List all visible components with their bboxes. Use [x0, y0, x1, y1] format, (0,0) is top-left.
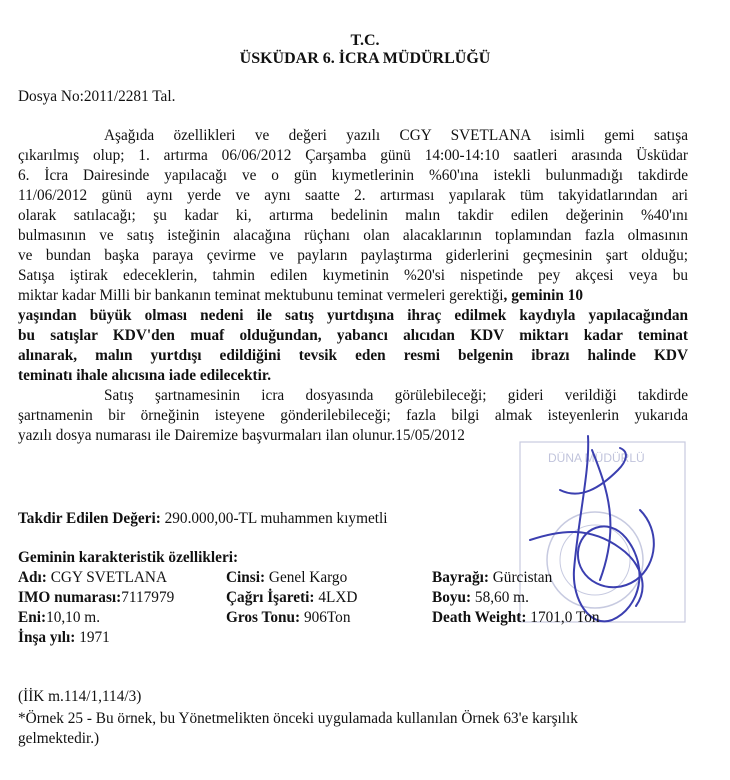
paragraph1-line-5: olarak satılacağı; şu kadar ki, artırma bedelinin malın takdir edilen değerinin %40'ını [18, 207, 688, 224]
spec-type [226, 569, 347, 587]
spec-type-value: Genel Kargo [265, 569, 348, 586]
paragraph1-bold-line-3: alınarak, malın yurtdışı edildiğini tevsik eden resmi belgenin ibrazı halinde KDV [18, 347, 688, 364]
header-tc: T.C. [350, 32, 380, 49]
file-number: Dosya No:2011/2281 Tal. [18, 88, 176, 105]
paragraph1-line-9-normal: miktar kadar Milli bir bankanın teminat mektubunu teminat vermeleri gerektiği [18, 287, 504, 304]
paragraph1-line-8: Satışa iştirak edeceklerin, tahmin edilen kıymetinin %20'si nispetinde pey akçesi veya bu [18, 267, 688, 284]
footer-law-reference: (İİK m.114/1,114/3) [18, 688, 142, 705]
paragraph2-line-1: Satış şartnamesinin icra dosyasında görülebileceği; gideri verildiği takdirde [104, 387, 688, 404]
paragraph1-bold-line-2: bu satışlar KDV'den muaf olduğundan, yabancı alıcıdan KDV miktarı kadar teminat [18, 327, 688, 344]
valuation-label: Takdir Edilen Değeri: [18, 510, 161, 527]
paragraph1-line-4: 11/06/2012 günü aynı yerde ve aynı saatte 2. artırması yapılarak tüm takyidatlarından ari [18, 187, 688, 204]
spec-callsign [226, 589, 357, 607]
spec-type-label: Cinsi: [226, 569, 266, 586]
paragraph1-line-1: Aşağıda özellikleri ve değeri yazılı CGY SVETLANA isimli gemi satışa [104, 127, 688, 144]
spec-width-value: 10,10 m. [46, 609, 101, 626]
spec-length-label: Boyu: [432, 589, 472, 606]
spec-build-year [18, 629, 110, 647]
spec-name [18, 569, 167, 587]
spec-deadweight-label: Death Weight: [432, 609, 527, 626]
footer-note-line-2: gelmektedir.) [18, 730, 100, 747]
paragraph1-line-9-bold: , geminin 10 [503, 287, 584, 304]
spec-flag-value: Gürcistan [488, 569, 553, 586]
footer-note-line-1: *Örnek 25 - Bu örnek, bu Yönetmelikten önceki uygulamada kullanılan Örnek 63'e karşılık [18, 710, 578, 727]
spec-deadweight [432, 609, 600, 627]
valuation-value: 290.000,00-TL muhammen kıymetli [160, 510, 388, 527]
paragraph1-bold-line-1: yaşından büyük olması nedeni ile satış yurtdışına ihraç edilmek kaydıyla yapılacağından [18, 307, 688, 324]
spec-flag [432, 569, 552, 587]
spec-flag-label: Bayrağı: [432, 569, 489, 586]
paragraph2-line-3: yazılı dosya numarası ile Dairemize başvurmaları ilan olunur.15/05/2012 [18, 427, 465, 444]
paragraph1-bold-line-4: teminatı ihale alıcısına iade edilecektir. [18, 367, 272, 384]
stamp-border [520, 442, 685, 622]
stamp-seal [547, 512, 643, 608]
paragraph2-line-2: şartnamenin bir örneğinin isteyene gönderilebileceği; fazla bilgi almak isteyenlerin yukarıda [18, 407, 688, 424]
paragraph1-line-3: 6. İcra Dairesinde yapılacağı ve o gün kıymetlerinin %60'ına istekli bulunmadığı takdirde [18, 167, 688, 184]
spec-gross-tonnage [226, 609, 350, 627]
spec-gross-tonnage-label: Gros Tonu: [226, 609, 301, 626]
spec-width [18, 609, 100, 627]
spec-width-label: Eni: [18, 609, 47, 626]
spec-callsign-label: Çağrı İşareti: [226, 589, 315, 606]
paragraph1-line-9 [18, 287, 688, 305]
stamp-text: DÜNA MÜDÜRLÜ [548, 451, 645, 465]
spec-deadweight-value: 1701,0 Ton [526, 609, 600, 626]
spec-callsign-value: 4LXD [314, 589, 358, 606]
paragraph1-line-2: çıkarılmış olup; 1. artırma 06/06/2012 Çarşamba günü 14:00-14:10 saatleri arasında Üsküdar [18, 147, 688, 164]
spec-length-value: 58,60 m. [471, 589, 529, 606]
spec-imo-label: IMO numarası: [18, 589, 122, 606]
valuation [18, 510, 388, 528]
spec-imo [18, 589, 174, 607]
spec-build-year-label: İnşa yılı: [18, 629, 76, 646]
spec-name-label: Adı: [18, 569, 47, 586]
spec-build-year-value: 1971 [75, 629, 110, 646]
header-office: ÜSKÜDAR 6. İCRA MÜDÜRLÜĞÜ [239, 50, 491, 67]
paragraph1-line-6: bulmasının ve satış isteğinin alacağına rüçhanı olan alacaklarının toplamından fazla olmasının [18, 227, 688, 244]
paragraph1-line-7: ve bundan başka paraya çevirme ve payların paylaştırma giderlerini geçmesinin şart olduğu; [18, 247, 688, 264]
spec-gross-tonnage-value: 906Ton [300, 609, 351, 626]
spec-name-value: CGY SVETLANA [46, 569, 168, 586]
spec-length [432, 589, 529, 607]
specs-heading: Geminin karakteristik özellikleri: [18, 549, 239, 566]
spec-imo-value: 7117979 [121, 589, 175, 606]
